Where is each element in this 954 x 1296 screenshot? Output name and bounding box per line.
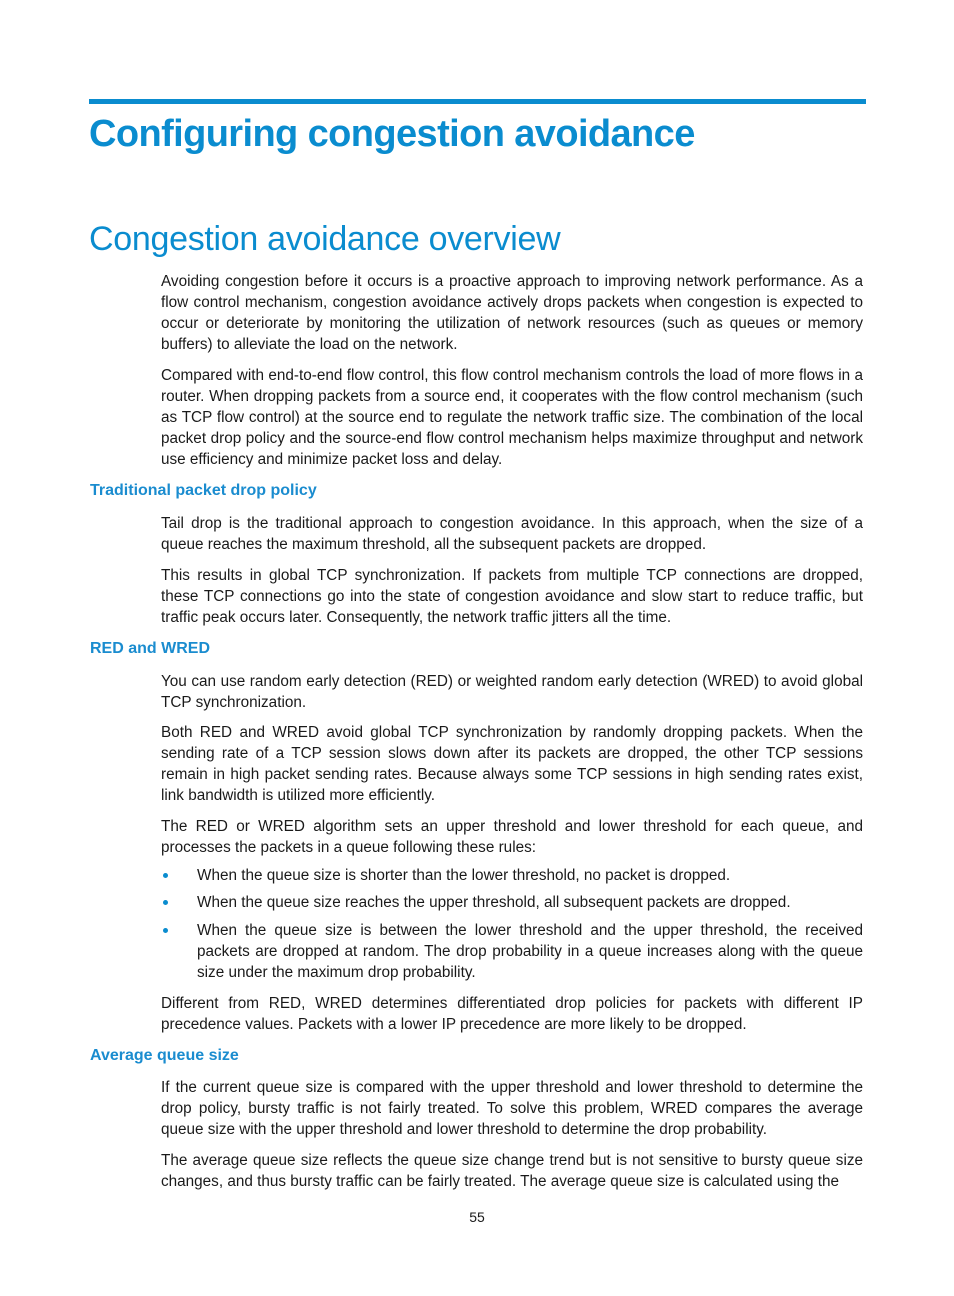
avg-queue-paragraph-2: The average queue size reflects the queue size change trend but is not sensitive to bursty queue size changes, and thus bursty traffic can be fairly treated. The average queue size is calculated using the [161, 1152, 863, 1191]
list-item-text: When the queue size is shorter than the lower threshold, no packet is dropped. [197, 867, 731, 884]
heading-traditional-packet-drop-policy: Traditional packet drop policy [90, 482, 317, 499]
list-item-text: When the queue size reaches the upper threshold, all subsequent packets are dropped. [197, 894, 791, 912]
bullet-dot-icon [163, 900, 168, 905]
page-number: 55 [469, 1209, 485, 1225]
traditional-paragraph-1: Tail drop is the traditional approach to congestion avoidance. In this approach, when the size of a queue reaches the maximum threshold, all the subsequent packets are dropped. [161, 515, 863, 554]
chapter-rule [89, 99, 866, 104]
list-item [161, 865, 863, 886]
avg-queue-paragraph-1: If the current queue size is compared with the upper threshold and lower threshold to determine the drop policy, bursty traffic is not fairly treated. To solve this problem, WRED compares the average queue size with the upper threshold and lower threshold to determine the drop probability. [161, 1079, 863, 1139]
list-item [161, 892, 863, 913]
red-wred-paragraph-4: Different from RED, WRED determines differentiated drop policies for packets with different IP precedence values. Packets with a lower IP precedence are more likely to be dropped. [161, 995, 863, 1034]
chapter-title: Configuring congestion avoidance [89, 113, 695, 155]
heading-red-and-wred: RED and WRED [90, 640, 210, 657]
overview-paragraph-2: Compared with end-to-end flow control, this flow control mechanism controls the load of more flows in a router. When dropping packets from a source end, it cooperates with the flow control mechanism (such as TCP flow control) at the source end to regulate the network traffic size. The combination of the local packet drop policy and the source-end flow control mechanism helps maximize throughput and network use efficiency and minimize packet loss and delay. [161, 367, 863, 469]
list-item [161, 920, 863, 983]
bullet-dot-icon [163, 928, 168, 933]
heading-average-queue-size: Average queue size [90, 1047, 239, 1064]
red-wred-paragraph-3: The RED or WRED algorithm sets an upper threshold and lower threshold for each queue, and processes the packets in a queue following these rules: [161, 818, 863, 857]
red-wred-paragraph-1: You can use random early detection (RED) or weighted random early detection (WRED) to avoid global TCP synchronization. [161, 673, 863, 712]
list-item-text: When the queue size is between the lower threshold and the upper threshold, the received packets are dropped at random. The drop probability in a queue increases along with the queue size under the maximum drop probability. [197, 922, 863, 982]
drop-rules-list [161, 865, 863, 983]
overview-paragraph-1: Avoiding congestion before it occurs is a proactive approach to improving network performance. As a flow control mechanism, congestion avoidance actively drops packets when congestion is expected to occur or deteriorate by monitoring the utilization of network resources (such as queues or memory buffers) to alleviate the load on the network. [161, 273, 863, 354]
traditional-paragraph-2: This results in global TCP synchronization. If packets from multiple TCP connections are dropped, these TCP connections go into the state of congestion avoidance and slow start to reduce traffic, but traffic peak occurs later. Consequently, the network traffic jitters all the time. [161, 567, 863, 627]
section-title: Congestion avoidance overview [89, 220, 561, 258]
red-wred-paragraph-2: Both RED and WRED avoid global TCP synchronization by randomly dropping packets. When the sending rate of a TCP session slows down after its packets are dropped, the other TCP sessions remain in high packet sending rates. Because always some TCP sessions in high sending rates exist, link bandwidth is utilized more efficiently. [161, 724, 863, 805]
bullet-dot-icon [163, 873, 168, 878]
